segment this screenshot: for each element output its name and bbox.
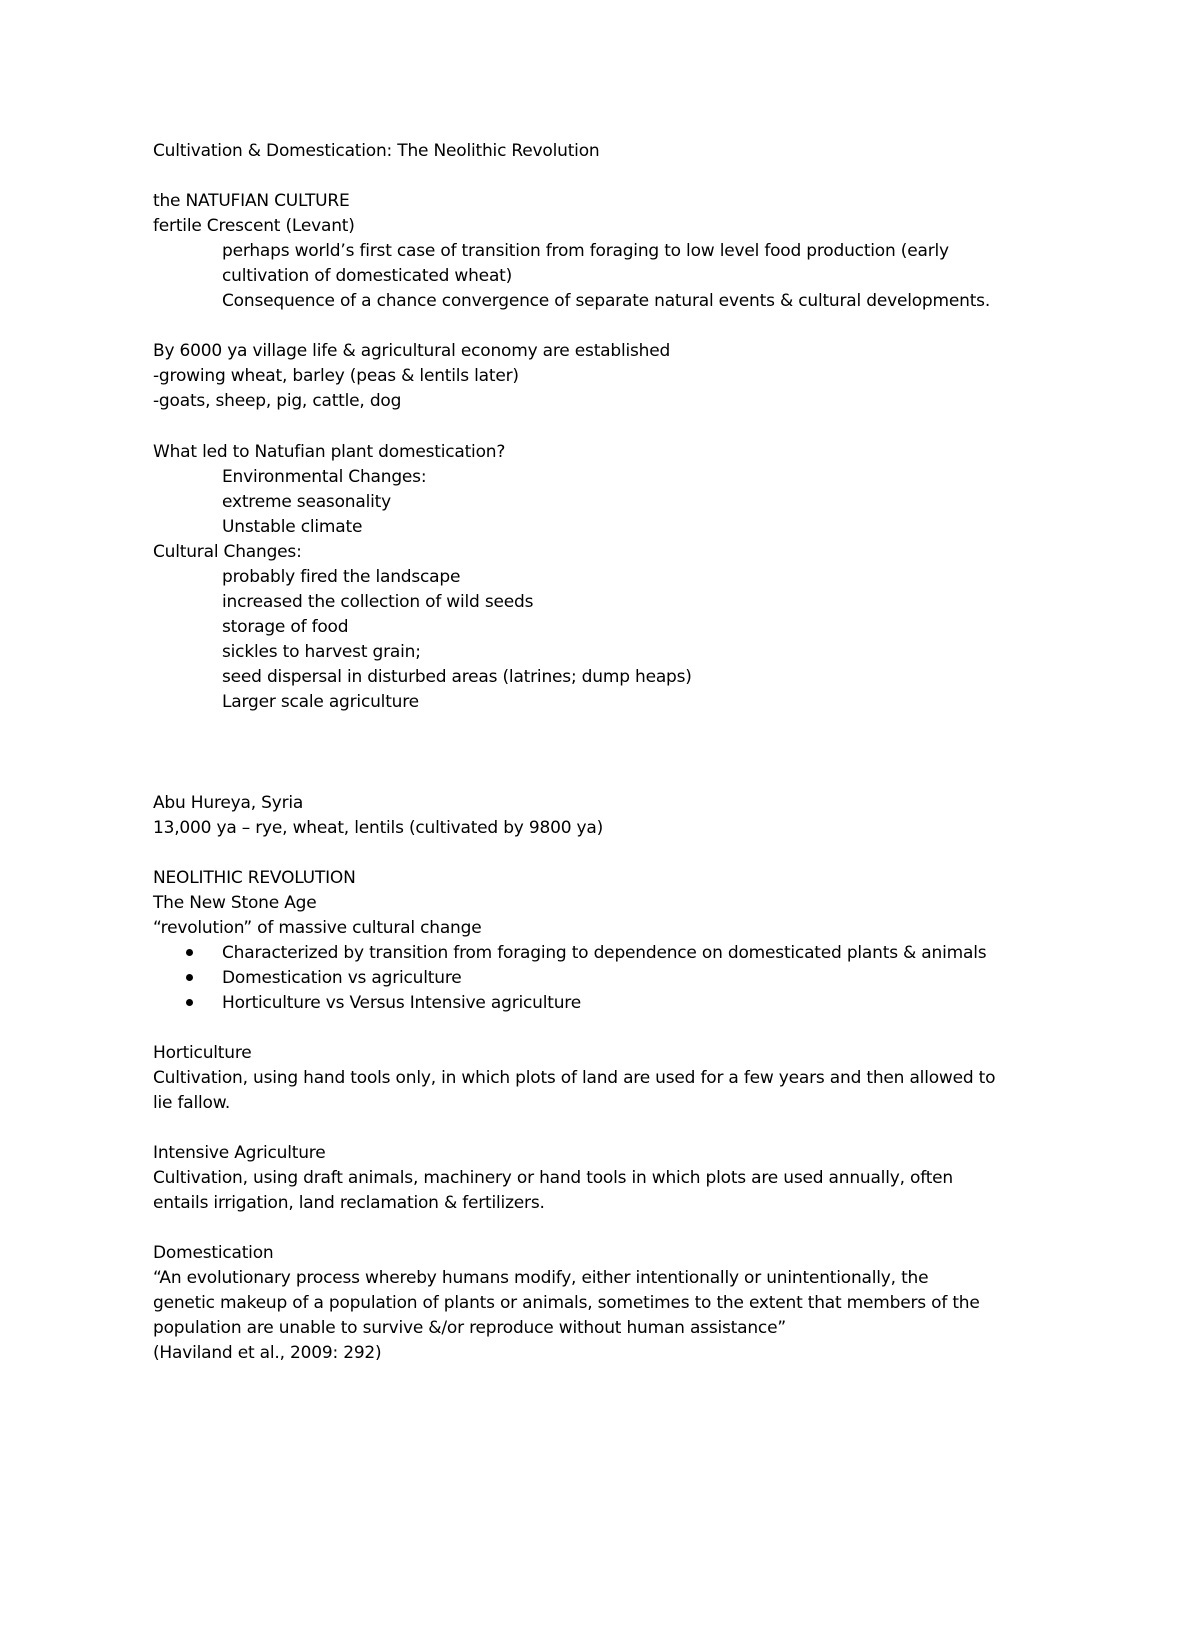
- neolithic-heading: NEOLITHIC REVOLUTION: [153, 868, 356, 888]
- intensive-agriculture-heading: Intensive Agriculture: [153, 1143, 326, 1163]
- document-title: Cultivation & Domestication: The Neolithic Revolution: [153, 141, 600, 161]
- village-line: By 6000 ya village life & agricultural economy are established: [153, 341, 671, 361]
- bullet-icon: [186, 999, 193, 1006]
- horticulture-definition: lie fallow.: [153, 1093, 231, 1113]
- domestication-quote: “An evolutionary process whereby humans modify, either intentionally or unintentionally, the: [153, 1268, 929, 1288]
- bullet-icon: [186, 974, 193, 981]
- abu-hureya-detail: 13,000 ya – rye, wheat, lentils (cultivated by 9800 ya): [153, 818, 604, 838]
- neolithic-bullet: Characterized by transition from foraging to dependence on domesticated plants & animals: [222, 943, 987, 963]
- environmental-item: Unstable climate: [222, 517, 363, 537]
- question-text: What led to Natufian plant domestication?: [153, 442, 506, 462]
- cultural-item: probably fired the landscape: [222, 567, 461, 587]
- neolithic-bullet: Domestication vs agriculture: [222, 968, 462, 988]
- intensive-agriculture-definition: entails irrigation, land reclamation & fertilizers.: [153, 1193, 545, 1213]
- cultural-item: storage of food: [222, 617, 349, 637]
- horticulture-definition: Cultivation, using hand tools only, in which plots of land are used for a few years and then allowed to: [153, 1068, 996, 1088]
- cultural-heading: Cultural Changes:: [153, 542, 302, 562]
- horticulture-heading: Horticulture: [153, 1043, 252, 1063]
- natufian-point: Consequence of a chance convergence of separate natural events & cultural developments.: [222, 291, 991, 311]
- natufian-region: fertile Crescent (Levant): [153, 216, 355, 236]
- bullet-icon: [186, 949, 193, 956]
- village-line: -goats, sheep, pig, cattle, dog: [153, 391, 402, 411]
- village-line: -growing wheat, barley (peas & lentils later): [153, 366, 519, 386]
- domestication-citation: (Haviland et al., 2009: 292): [153, 1343, 382, 1363]
- neolithic-bullet: Horticulture vs Versus Intensive agriculture: [222, 993, 581, 1013]
- domestication-heading: Domestication: [153, 1243, 274, 1263]
- cultural-item: seed dispersal in disturbed areas (latrines; dump heaps): [222, 667, 692, 687]
- natufian-heading: the NATUFIAN CULTURE: [153, 191, 350, 211]
- environmental-heading: Environmental Changes:: [222, 467, 427, 487]
- intensive-agriculture-definition: Cultivation, using draft animals, machinery or hand tools in which plots are used annually, often: [153, 1168, 953, 1188]
- domestication-quote: genetic makeup of a population of plants or animals, sometimes to the extent that members of the: [153, 1293, 980, 1313]
- natufian-point: perhaps world’s first case of transition from foraging to low level food production (early: [222, 241, 949, 261]
- environmental-item: extreme seasonality: [222, 492, 391, 512]
- neolithic-subheading: The New Stone Age: [153, 893, 317, 913]
- neolithic-description: “revolution” of massive cultural change: [153, 918, 482, 938]
- abu-hureya-site: Abu Hureya, Syria: [153, 793, 304, 813]
- cultural-item: sickles to harvest grain;: [222, 642, 421, 662]
- cultural-item: increased the collection of wild seeds: [222, 592, 534, 612]
- cultural-item: Larger scale agriculture: [222, 692, 419, 712]
- natufian-point: cultivation of domesticated wheat): [222, 266, 513, 286]
- domestication-quote: population are unable to survive &/or reproduce without human assistance”: [153, 1318, 786, 1338]
